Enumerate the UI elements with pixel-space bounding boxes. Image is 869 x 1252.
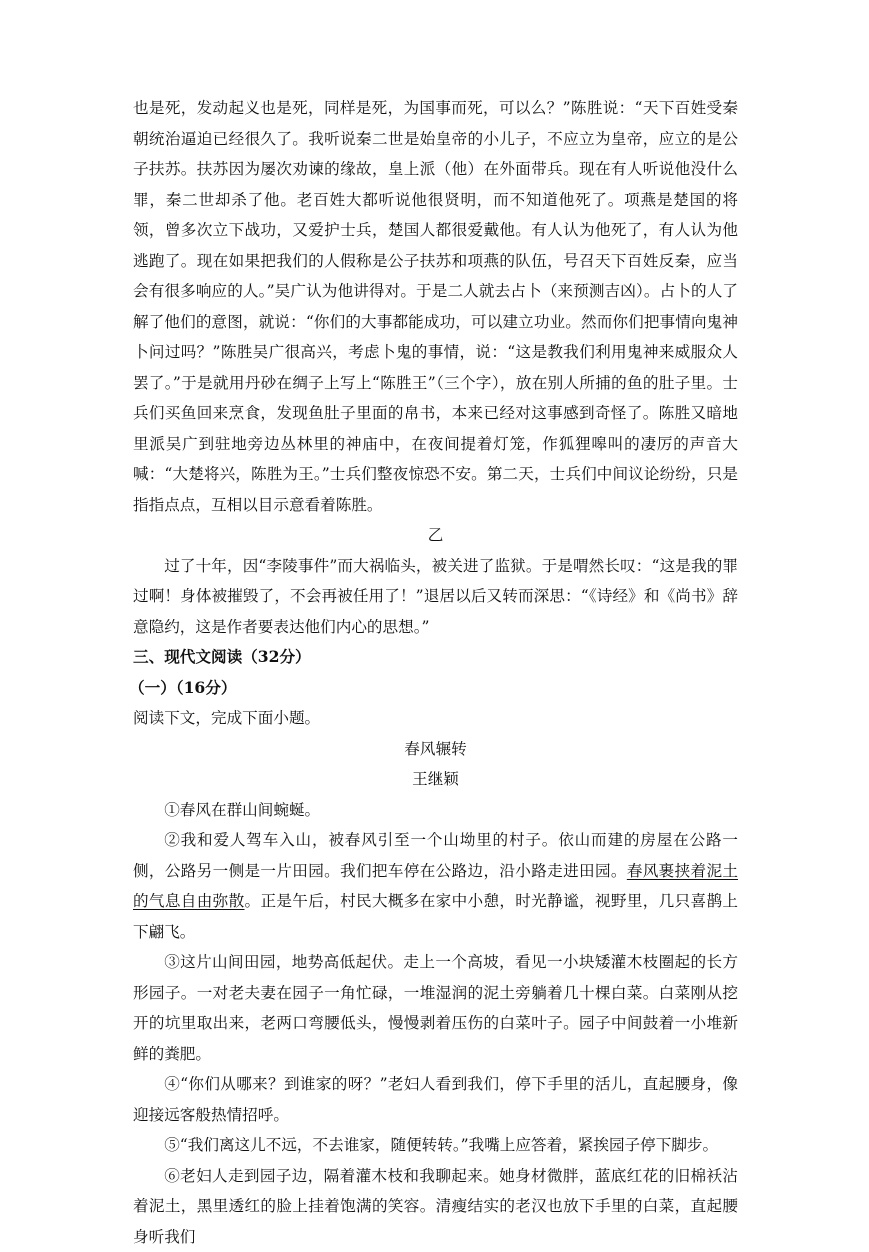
paragraph-text: ⑥老妇人走到园子边，隔着灌木枝和我聊起来。她身材微胖，蓝底红花的旧棉袄沾着泥土，黑里透红的脸上挂着饱满的笑容。清瘦结实的老汉也放下手里的白菜，直起腰身听我们	[133, 1167, 738, 1246]
paragraph-text: ③这片山间田园，地势高低起伏。走上一个高坡，看见一小块矮灌木枝圈起的长方形园子。一对老夫妻在园子一角忙碌，一堆湿润的泥土旁躺着几十棵白菜。白菜刚从挖开的坑里取出来，老两口弯腰低头，慢慢剥着压伤的白菜叶子。园子中间鼓着一小堆新鲜的粪肥。	[133, 953, 738, 1063]
section-three-heading: 三、现代文阅读（32分）	[133, 642, 738, 673]
article-paragraph	[133, 1130, 738, 1161]
article-paragraph	[133, 1069, 738, 1130]
paragraph-text: ④“你们从哪来？到谁家的呀？”老妇人看到我们，停下手里的活儿，直起腰身，像迎接远客般热情招呼。	[133, 1075, 738, 1124]
reading-instruction: 阅读下文，完成下面小题。	[133, 703, 738, 734]
document-page	[133, 93, 738, 1252]
article-author: 王继颖	[133, 764, 738, 795]
article-paragraph	[133, 1161, 738, 1252]
passage-b-translation: 过了十年，因“李陵事件”而大祸临头，被关进了监狱。于是喟然长叹：“这是我的罪过啊！身体被摧毁了，不会再被任用了！”退居以后又转而深思：“《诗经》和《尚书》辞意隐约，这是作者要表达他们内心的思想。”	[133, 551, 738, 643]
passage-a-translation: 也是死，发动起义也是死，同样是死，为国事而死，可以么？”陈胜说：“天下百姓受秦朝统治逼迫已经很久了。我听说秦二世是始皇帝的小儿子，不应立为皇帝，应立的是公子扶苏。扶苏因为屡次劝谏的缘故，皇上派（他）在外面带兵。现在有人听说他没什么罪，秦二世却杀了他。老百姓大都听说他很贤明，而不知道他死了。项燕是楚国的将领，曾多次立下战功，又爱护士兵，楚国人都很爱戴他。有人认为他死了，有人认为他逃跑了。现在如果把我们的人假称是公子扶苏和项燕的队伍，号召天下百姓反秦，应当会有很多响应的人。”吴广认为他讲得对。于是二人就去占卜（来预测吉凶）。占卜的人了解了他们的意图，就说：“你们的大事都能成功，可以建立功业。然而你们把事情向鬼神卜问过吗？”陈胜吴广很高兴，考虑卜鬼的事情，说：“这是教我们利用鬼神来威服众人罢了。”于是就用丹砂在绸子上写上“陈胜王”（三个字），放在别人所捕的鱼的肚子里。士兵们买鱼回来烹食，发现鱼肚子里面的帛书，本来已经对这事感到奇怪了。陈胜又暗地里派吴广到驻地旁边丛林里的神庙中，在夜间提着灯笼，作狐狸嗥叫的凄厉的声音大喊：“大楚将兴，陈胜为王。”士兵们整夜惊恐不安。第二天，士兵们中间议论纷纷，只是指指点点，互相以目示意看着陈胜。	[133, 93, 738, 520]
paragraph-text: ②我和爱人驾车入山，被春风引至一个山坳里的村子。依山而建的房屋在公路一侧，公路另一侧是一片田园。我们把车停在公路边，沿小路走进田园。	[133, 831, 738, 880]
underlined-sentence: 春风裹挟着泥土的气息自由弥散	[133, 862, 738, 911]
subsection-one-heading: （一）（16分）	[129, 673, 738, 704]
article-title: 春风辗转	[133, 734, 738, 765]
paragraph-text: ⑤“我们离这儿不远，不去谁家，随便转转。”我嘴上应答着，紧挨园子停下脚步。	[164, 1136, 718, 1154]
article-paragraph	[133, 795, 738, 826]
section-b-label: 乙	[133, 520, 738, 551]
article-paragraph	[133, 825, 738, 947]
paragraph-text: 。正是午后，村民大概多在家中小憩，时光静谧，视野里，几只喜鹊上下翩飞。	[133, 892, 738, 941]
paragraph-text: ①春风在群山间蜿蜒。	[164, 801, 320, 819]
article-paragraph	[133, 947, 738, 1069]
